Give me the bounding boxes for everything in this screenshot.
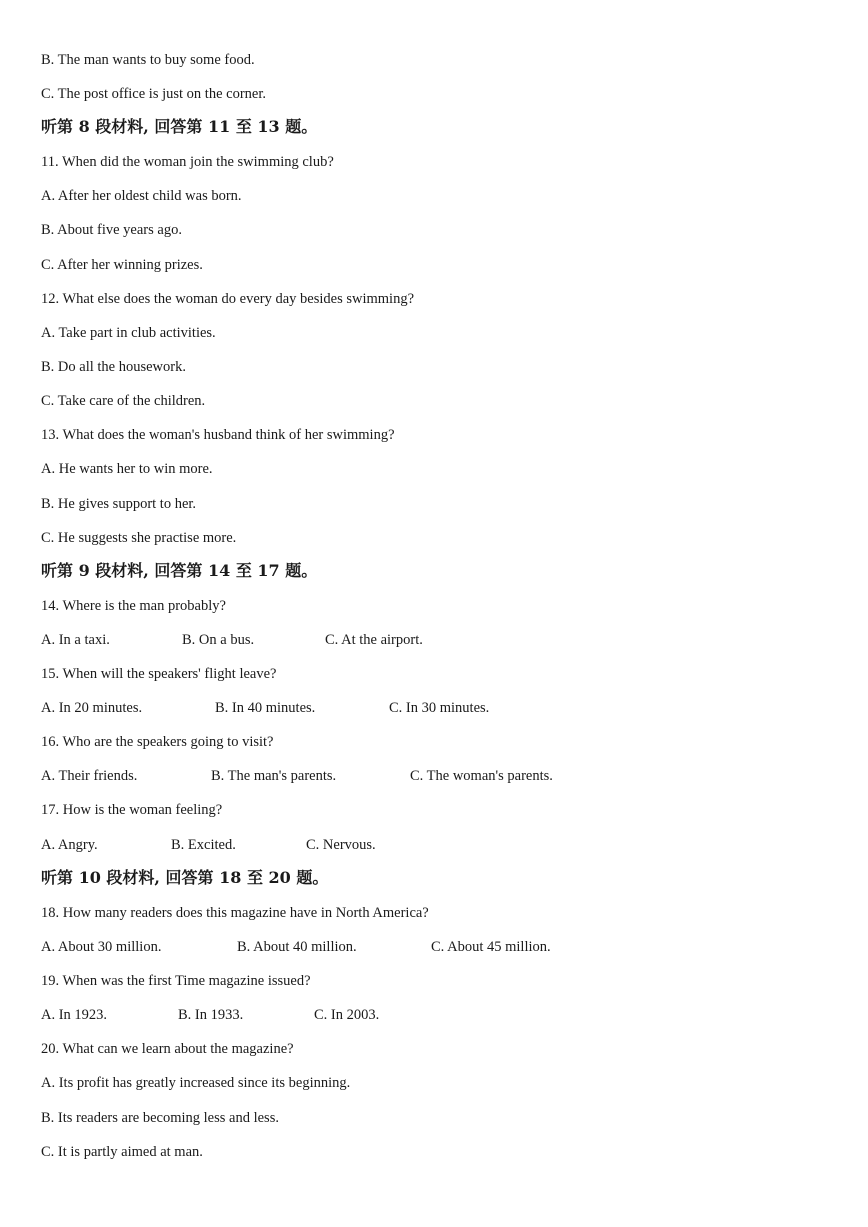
question-20: 20. What can we learn about the magazine? (41, 1041, 294, 1057)
q20-option-c: C. It is partly aimed at man. (41, 1144, 203, 1160)
q17-option-c: C. Nervous. (306, 837, 376, 853)
q11-option-b: B. About five years ago. (41, 222, 182, 238)
q10-option-b: B. The man wants to buy some food. (41, 52, 255, 68)
q15-option-c: C. In 30 minutes. (389, 700, 490, 716)
section-heading-10: 听第 10 段材料, 回答第 18 至 20 题。 (41, 868, 329, 887)
q15-option-b: B. In 40 minutes. (215, 700, 316, 716)
question-16: 16. Who are the speakers going to visit? (41, 734, 274, 750)
q18-option-b: B. About 40 million. (237, 939, 357, 955)
q16-option-c: C. The woman's parents. (410, 768, 553, 784)
question-14: 14. Where is the man probably? (41, 598, 226, 614)
q13-option-c: C. He suggests she practise more. (41, 530, 237, 546)
q12-option-b: B. Do all the housework. (41, 359, 186, 375)
q18-option-a: A. About 30 million. (41, 939, 162, 955)
q17-option-a: A. Angry. (41, 837, 98, 853)
q11-option-c: C. After her winning prizes. (41, 257, 203, 273)
question-11: 11. When did the woman join the swimming club? (41, 154, 334, 170)
question-19: 19. When was the first Time magazine issued? (41, 973, 311, 989)
q13-option-a: A. He wants her to win more. (41, 461, 213, 477)
q12-option-c: C. Take care of the children. (41, 393, 206, 409)
section-heading-8: 听第 8 段材料, 回答第 11 至 13 题。 (41, 117, 318, 136)
q14-option-c: C. At the airport. (325, 632, 423, 648)
q14-option-b: B. On a bus. (182, 632, 255, 648)
q16-option-a: A. Their friends. (41, 768, 138, 784)
q18-option-c: C. About 45 million. (431, 939, 551, 955)
question-18: 18. How many readers does this magazine have in North America? (41, 905, 429, 921)
q16-option-b: B. The man's parents. (211, 768, 337, 784)
q15-option-a: A. In 20 minutes. (41, 700, 143, 716)
q10-option-c: C. The post office is just on the corner. (41, 86, 266, 102)
question-15: 15. When will the speakers' flight leave? (41, 666, 277, 682)
q12-option-a: A. Take part in club activities. (41, 325, 216, 341)
question-12: 12. What else does the woman do every day besides swimming? (41, 291, 415, 307)
q13-option-b: B. He gives support to her. (41, 496, 197, 512)
question-17: 17. How is the woman feeling? (41, 802, 223, 818)
q20-option-b: B. Its readers are becoming less and less. (41, 1110, 279, 1126)
q14-option-a: A. In a taxi. (41, 632, 110, 648)
q19-option-c: C. In 2003. (314, 1007, 380, 1023)
q19-option-a: A. In 1923. (41, 1007, 108, 1023)
q19-option-b: B. In 1933. (178, 1007, 244, 1023)
section-heading-9: 听第 9 段材料, 回答第 14 至 17 题。 (41, 561, 318, 580)
q20-option-a: A. Its profit has greatly increased since its beginning. (41, 1075, 351, 1091)
question-13: 13. What does the woman's husband think of her swimming? (41, 427, 395, 443)
q17-option-b: B. Excited. (171, 837, 236, 853)
q11-option-a: A. After her oldest child was born. (41, 188, 242, 204)
